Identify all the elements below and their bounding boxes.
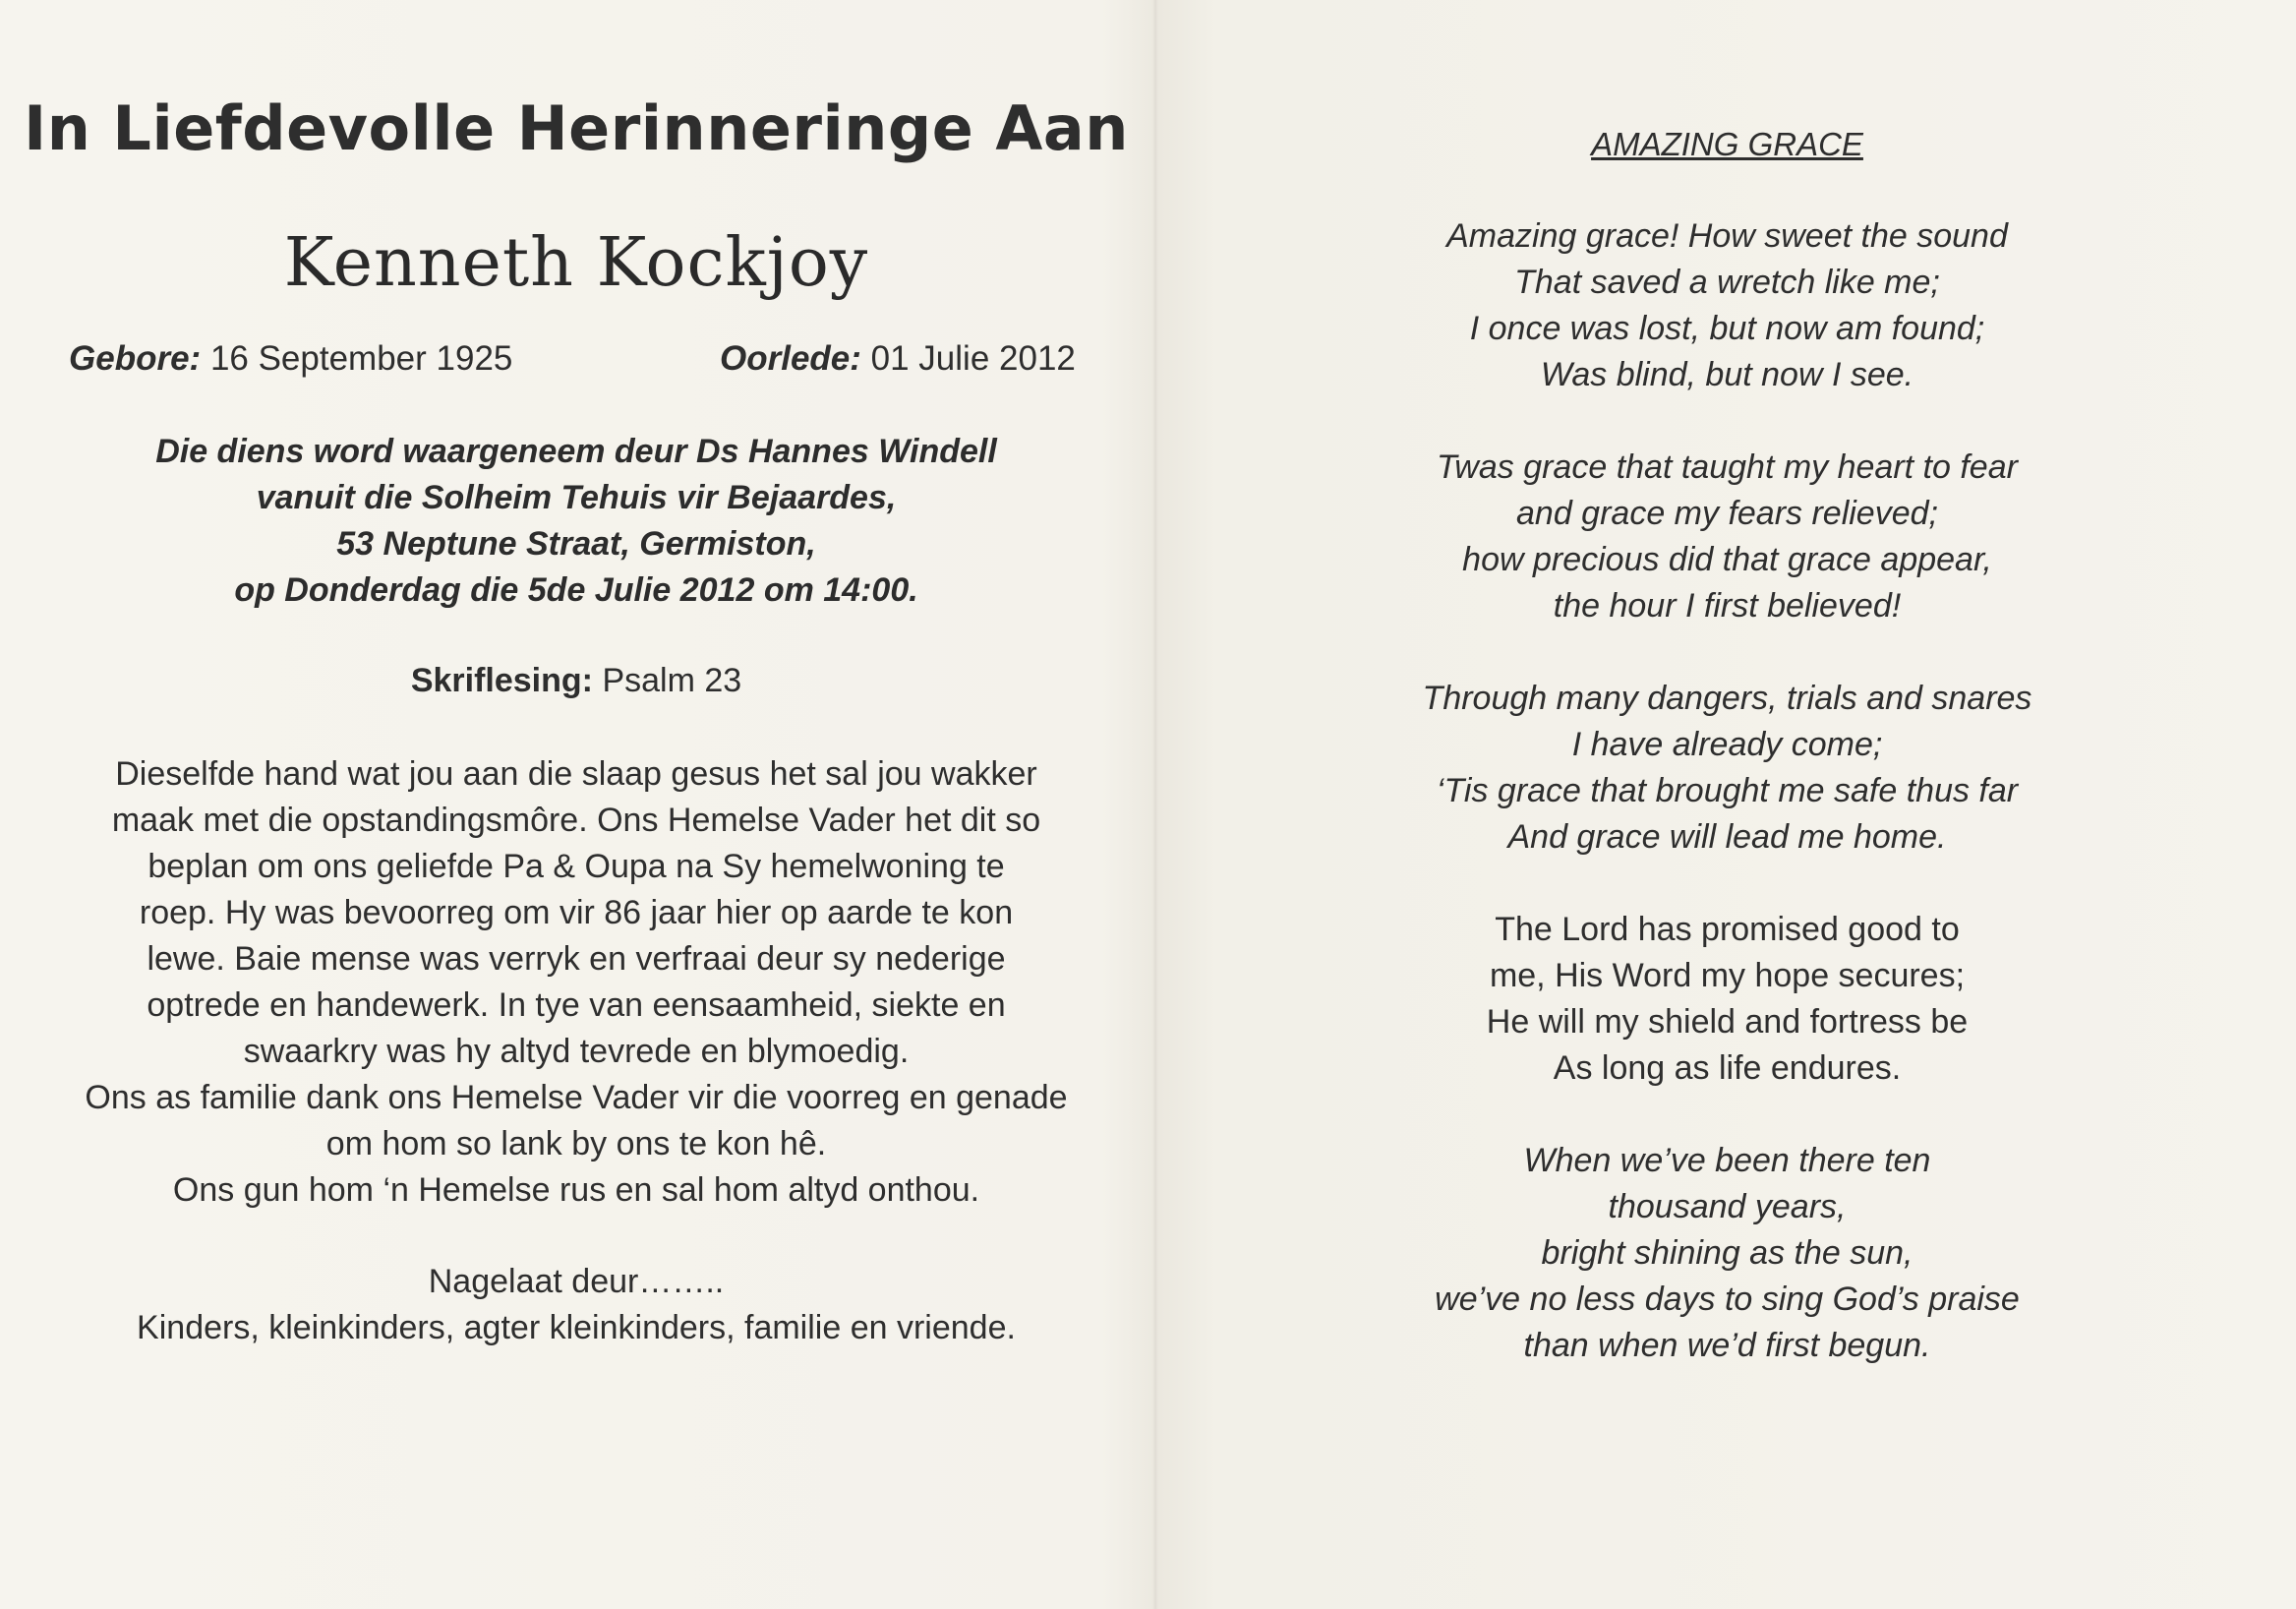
tribute-line: Ons gun hom ‘n Hemelse rus en sal hom altyd onthou. <box>172 1171 980 1209</box>
memorial-heading: In Liefdevolle Herinneringe Aan <box>24 92 1129 164</box>
service-line: 53 Neptune Straat, Germiston, <box>336 525 816 563</box>
tribute-line: swaarkry was hy altyd tevrede en blymoedig. <box>243 1033 910 1070</box>
lyric-line: When we’ve been there ten <box>1523 1142 1931 1179</box>
service-details <box>0 429 1152 614</box>
tribute-text <box>0 751 1152 1214</box>
verse-5 <box>1158 1138 2296 1369</box>
service-line: Die diens word waargeneem deur Ds Hannes Windell <box>155 433 997 470</box>
lyric-line: Amazing grace! How sweet the sound <box>1446 217 2008 255</box>
tribute-line: Dieselfde hand wat jou aan die slaap gesus het sal jou wakker <box>115 755 1037 793</box>
tribute-line: maak met die opstandingsmôre. Ons Hemelse Vader het dit so <box>111 802 1041 839</box>
lyric-line: and grace my fears relieved; <box>1516 495 1938 532</box>
survived-by-label: Nagelaat deur…….. <box>428 1263 725 1300</box>
service-line: op Donderdag die 5de Julie 2012 om 14:00. <box>234 571 918 609</box>
tribute-line: lewe. Baie mense was verryk en verfraai deur sy nederige <box>147 940 1006 978</box>
lyric-line: And grace will lead me home. <box>1507 818 1947 856</box>
tribute-line: Ons as familie dank ons Hemelse Vader vir die voorreg en genade <box>85 1079 1068 1116</box>
reading-value: Psalm 23 <box>602 662 742 699</box>
lyric-line: Through many dangers, trials and snares <box>1422 680 2032 717</box>
verse-1 <box>1158 213 2296 398</box>
tribute-line: beplan om ons geliefde Pa & Oupa na Sy hemelwoning te <box>147 848 1005 885</box>
lyric-line: That saved a wretch like me; <box>1514 264 1940 301</box>
lyric-line: He will my shield and fortress be <box>1486 1003 1969 1041</box>
scripture-reading <box>0 662 1152 700</box>
reading-label: Skriflesing: <box>410 662 593 699</box>
lyric-line: how precious did that grace appear, <box>1462 541 1992 578</box>
hymn-title: AMAZING GRACE <box>1591 126 1863 162</box>
tribute-line: om hom so lank by ons te kon hê. <box>325 1125 827 1162</box>
lyric-line: Was blind, but now I see. <box>1540 356 1914 393</box>
lyric-line: I once was lost, but now am found; <box>1469 310 1985 347</box>
lyric-line: me, His Word my hope secures; <box>1489 957 1966 994</box>
tribute-line: roep. Hy was bevoorreg om vir 86 jaar hier op aarde te kon <box>139 894 1014 931</box>
death-date-line <box>720 339 1076 379</box>
lyric-line: ‘Tis grace that brought me safe thus far <box>1436 772 2019 809</box>
lyric-line: As long as life endures. <box>1553 1049 1902 1087</box>
lyric-line: bright shining as the sun, <box>1541 1234 1913 1272</box>
birth-date: 16 September 1925 <box>209 339 513 378</box>
death-label: Oorlede: <box>720 339 861 378</box>
hymn-lyrics <box>1158 213 2296 1415</box>
lyric-line: Twas grace that taught my heart to fear <box>1437 448 2018 486</box>
verse-4 <box>1158 907 2296 1092</box>
survived-by-list: Kinders, kleinkinders, agter kleinkinders, familie en vriende. <box>137 1309 1016 1346</box>
birth-label: Gebore: <box>69 339 202 378</box>
death-date: 01 Julie 2012 <box>870 339 1076 378</box>
birth-date-line <box>69 339 512 379</box>
deceased-name: Kenneth Kockjoy <box>283 224 869 302</box>
survived-by <box>0 1259 1152 1351</box>
lyric-line: I have already come; <box>1571 726 1883 763</box>
lyric-line: the hour I first believed! <box>1553 587 1902 625</box>
tribute-line: optrede en handewerk. In tye van eensaamheid, siekte en <box>147 986 1006 1024</box>
lyric-line: we’ve no less days to sing God’s praise <box>1435 1281 2020 1318</box>
verse-2 <box>1158 445 2296 629</box>
right-page <box>1158 0 2296 1609</box>
lyric-line: The Lord has promised good to <box>1495 911 1960 948</box>
lyric-line: than when we’d first begun. <box>1523 1327 1931 1364</box>
lyric-line: thousand years, <box>1608 1188 1847 1225</box>
verse-3 <box>1158 676 2296 861</box>
service-line: vanuit die Solheim Tehuis vir Bejaardes, <box>256 479 897 516</box>
